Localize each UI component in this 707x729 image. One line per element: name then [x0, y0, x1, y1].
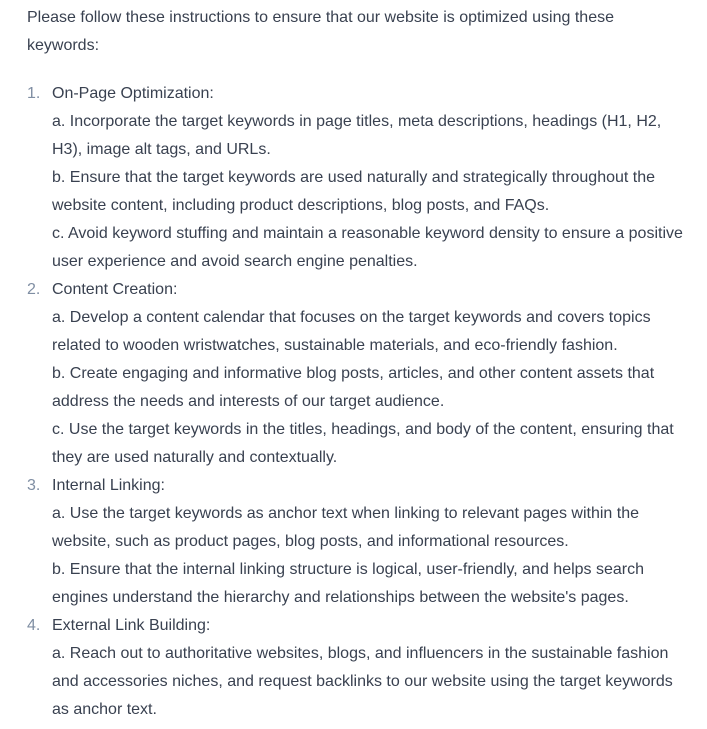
list-item-number: 1.: [27, 85, 41, 102]
list-item-point: a. Reach out to authoritative websites, blogs, and influencers in the sustainable fashion and accessories niches, and request backlinks to our website using the target keywords as anchor text.: [52, 645, 673, 718]
list-item-internal-linking: [27, 472, 683, 612]
list-item-content-creation: [27, 276, 683, 472]
list-item-number: 4.: [27, 617, 41, 634]
instructions-list: [27, 80, 683, 724]
list-item-title: Internal Linking:: [52, 477, 165, 494]
list-item-number: 3.: [27, 477, 41, 494]
list-item-number: 2.: [27, 281, 41, 298]
list-item-point: b. Ensure that the target keywords are used naturally and strategically throughout the website content, including product descriptions, blog posts, and FAQs.: [52, 169, 656, 214]
list-item-point: c. Use the target keywords in the titles, headings, and body of the content, ensuring that they are used naturally and contextually.: [52, 421, 674, 466]
list-item-body: [52, 80, 683, 276]
list-item-title: On-Page Optimization:: [52, 85, 214, 102]
list-item-on-page-optimization: [27, 80, 683, 276]
list-item-external-link-building: [27, 612, 683, 724]
list-item-point: a. Use the target keywords as anchor text when linking to relevant pages within the website, such as product pages, blog posts, and informational resources.: [52, 505, 639, 550]
intro-paragraph: Please follow these instructions to ensure that our website is optimized using these keywords:: [27, 9, 614, 54]
list-item-body: [52, 472, 683, 612]
list-item-body: [52, 276, 683, 472]
list-item-point: c. Avoid keyword stuffing and maintain a reasonable keyword density to ensure a positive user experience and avoid search engine penalties.: [52, 225, 683, 270]
list-item-title: Content Creation:: [52, 281, 178, 298]
list-item-point: a. Develop a content calendar that focuses on the target keywords and covers topics related to wooden wristwatches, sustainable materials, and eco-friendly fashion.: [52, 309, 651, 354]
list-item-point: a. Incorporate the target keywords in page titles, meta descriptions, headings (H1, H2, H3), image alt tags, and URLs.: [52, 113, 662, 158]
list-item-body: [52, 612, 683, 724]
list-item-point: b. Ensure that the internal linking structure is logical, user-friendly, and helps search engines understand the hierarchy and relationships between the website's pages.: [52, 561, 645, 606]
list-item-title: External Link Building:: [52, 617, 211, 634]
list-item-point: b. Create engaging and informative blog posts, articles, and other content assets that address the needs and interests of our target audience.: [52, 365, 655, 410]
